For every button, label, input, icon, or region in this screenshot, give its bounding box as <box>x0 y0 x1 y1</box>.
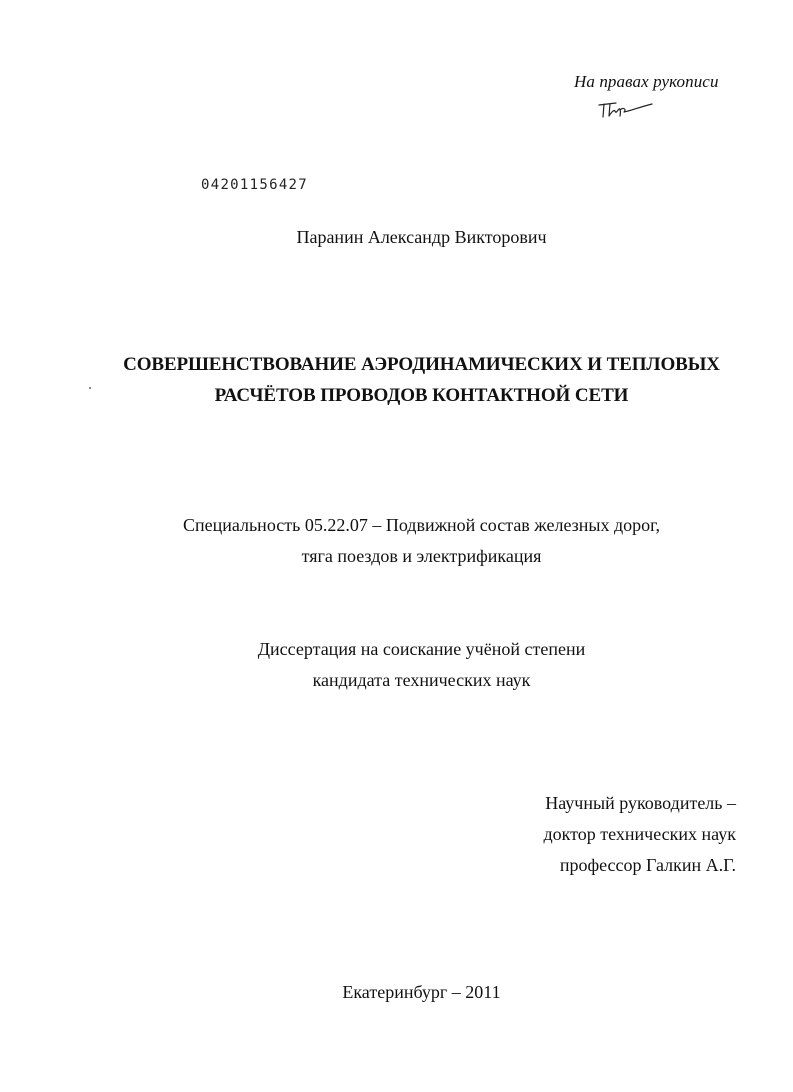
degree-line-2: кандидата технических наук <box>312 670 531 690</box>
dissertation-title <box>0 349 793 411</box>
rights-notice: На правах рукописи <box>574 72 719 91</box>
signature-icon <box>596 97 656 121</box>
supervisor-line-3: профессор Галкин А.Г. <box>559 855 736 875</box>
title-line-2: РАСЧЁТОВ ПРОВОДОВ КОНТАКТНОЙ СЕТИ <box>214 385 629 406</box>
specialty <box>0 510 793 572</box>
degree-line-1: Диссертация на соискание учёной степени <box>257 639 586 659</box>
specialty-line-1: Специальность 05.22.07 – Подвижной состав железных дорог, <box>182 515 661 535</box>
degree-statement <box>0 634 793 696</box>
author-name: Паранин Александр Викторович <box>296 227 547 247</box>
place-and-year: Екатеринбург – 2011 <box>342 982 501 1002</box>
supervisor-line-1: Научный руководитель – <box>545 793 736 813</box>
specialty-line-2: тяга поездов и электрификация <box>301 546 542 566</box>
scan-speck <box>89 387 91 389</box>
scientific-supervisor <box>544 788 737 881</box>
archive-code: 04201156427 <box>201 177 309 193</box>
supervisor-line-2: доктор технических наук <box>543 824 736 844</box>
title-line-1: СОВЕРШЕНСТВОВАНИЕ АЭРОДИНАМИЧЕСКИХ И ТЕПЛОВЫХ <box>123 354 720 375</box>
